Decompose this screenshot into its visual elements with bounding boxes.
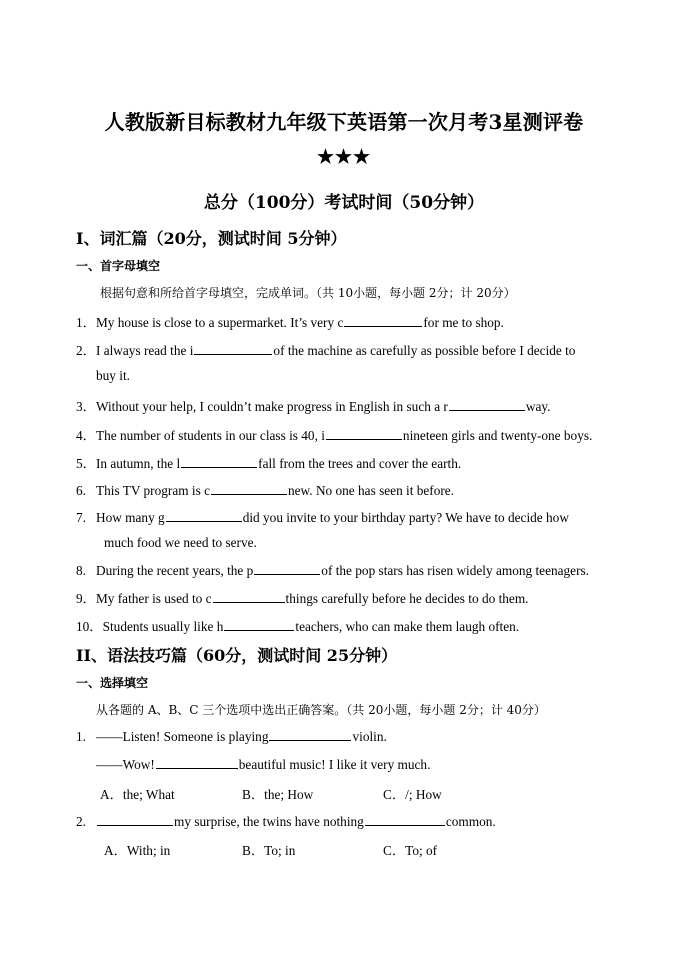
question-item bbox=[76, 588, 529, 607]
question-item bbox=[76, 396, 550, 415]
question-item bbox=[76, 728, 387, 745]
question-number: 6. bbox=[76, 483, 86, 498]
question-text: My house is close to a supermarket. It’s very c bbox=[95, 315, 344, 330]
question-item bbox=[76, 616, 519, 635]
question-number: 9． bbox=[76, 591, 96, 606]
page-title: 人教版新目标教材九年级下英语第一次月考3星测评卷 bbox=[104, 110, 584, 134]
question-text: My father is used to c bbox=[95, 591, 212, 606]
question-number: 8. bbox=[76, 563, 86, 578]
option-b[interactable]: B．the; How bbox=[242, 787, 314, 802]
instruction-text: 从各题的 A、B、C 三个选项中选出正确答案。（共 20小题，每小题 2分；计 40分） bbox=[96, 703, 546, 717]
question-text: ——Listen! Someone is playing bbox=[96, 729, 269, 744]
difficulty-stars: ★★★ bbox=[316, 146, 372, 168]
question-text: In autumn, the l bbox=[95, 456, 181, 471]
answer-blank[interactable] bbox=[365, 813, 445, 826]
question-item bbox=[76, 453, 461, 472]
question-text: This TV program is c bbox=[96, 483, 210, 498]
score-time-line: 总分（100分）考试时间（50分钟） bbox=[203, 193, 485, 213]
subsection-heading-multiple-choice: 一、选择填空 bbox=[76, 676, 149, 690]
question-number: 3． bbox=[76, 399, 96, 414]
answer-blank[interactable] bbox=[449, 398, 525, 411]
question-text: nineteen girls and twenty-one boys. bbox=[402, 428, 593, 443]
instruction-text: 根据句意和所给首字母填空，完成单词。（共 10小题，每小题 2分；计 20分） bbox=[100, 286, 516, 300]
question-continuation: much food we need to serve. bbox=[104, 535, 257, 550]
section-heading-vocabulary: I、词汇篇（20分，测试时间 5分钟） bbox=[76, 229, 347, 248]
answer-blank[interactable] bbox=[166, 509, 242, 522]
question-number: 2． bbox=[76, 343, 96, 358]
answer-blank[interactable] bbox=[97, 813, 173, 826]
answer-blank[interactable] bbox=[344, 314, 422, 327]
question-number: 10． bbox=[76, 619, 103, 634]
question-number: 1． bbox=[76, 315, 96, 330]
question-text: new. No one has seen it before. bbox=[288, 483, 455, 498]
question-number: 1. bbox=[76, 729, 86, 744]
question-item bbox=[76, 312, 504, 331]
answer-blank[interactable] bbox=[211, 482, 287, 495]
question-item bbox=[76, 425, 592, 444]
question-number: 5． bbox=[76, 456, 96, 471]
question-text: I always read the i bbox=[95, 343, 194, 358]
option-a[interactable]: A．the; What bbox=[100, 787, 175, 802]
question-number: 4． bbox=[76, 428, 96, 443]
question-text: of the machine as carefully as possible before I decide to bbox=[273, 343, 576, 358]
question-item bbox=[76, 509, 569, 526]
question-item bbox=[76, 482, 454, 499]
option-c[interactable]: C．To; of bbox=[383, 843, 438, 858]
question-text: During the recent years, the p bbox=[96, 563, 254, 578]
question-text: beautiful music! I like it very much. bbox=[238, 757, 431, 772]
question-item bbox=[76, 562, 589, 579]
answer-blank[interactable] bbox=[194, 342, 272, 355]
question-line bbox=[96, 756, 430, 773]
question-number: 2. bbox=[76, 814, 86, 829]
question-text: way. bbox=[525, 399, 551, 414]
question-text: did you invite to your birthday party? We have to decide how bbox=[242, 510, 569, 525]
question-text: Students usually like h bbox=[102, 619, 224, 634]
question-text: for me to shop. bbox=[423, 315, 504, 330]
question-continuation: buy it. bbox=[96, 368, 130, 383]
question-text: violin. bbox=[352, 729, 387, 744]
question-text: fall from the trees and cover the earth. bbox=[258, 456, 462, 471]
question-item bbox=[76, 340, 575, 359]
question-text: Without your help, I couldn’t make progress in English in such a r bbox=[95, 399, 448, 414]
question-text: ——Wow! bbox=[96, 757, 155, 772]
answer-blank[interactable] bbox=[269, 728, 351, 741]
question-text: my surprise, the twins have nothing bbox=[174, 814, 364, 829]
question-text: common. bbox=[445, 814, 496, 829]
answer-blank[interactable] bbox=[213, 590, 285, 603]
question-text: teachers, who can make them laugh often. bbox=[295, 619, 520, 634]
question-text: things carefully before he decides to do them. bbox=[285, 591, 529, 606]
question-number: 7. bbox=[76, 510, 86, 525]
option-c[interactable]: C．/; How bbox=[383, 787, 442, 802]
question-text: The number of students in our class is 40, i bbox=[95, 428, 325, 443]
answer-blank[interactable] bbox=[224, 618, 294, 631]
option-b[interactable]: B．To; in bbox=[242, 843, 296, 858]
answer-blank[interactable] bbox=[326, 427, 402, 440]
section-heading-grammar: II、语法技巧篇（60分，测试时间 25分钟） bbox=[76, 646, 398, 665]
question-text: of the pop stars has risen widely among teenagers. bbox=[321, 563, 590, 578]
question-item bbox=[76, 813, 496, 830]
answer-blank[interactable] bbox=[254, 562, 320, 575]
subsection-heading-first-letter: 一、首字母填空 bbox=[76, 259, 161, 273]
question-text: How many g bbox=[96, 510, 165, 525]
option-a[interactable]: A．With; in bbox=[104, 843, 171, 858]
answer-blank[interactable] bbox=[156, 756, 238, 769]
answer-blank[interactable] bbox=[181, 455, 257, 468]
